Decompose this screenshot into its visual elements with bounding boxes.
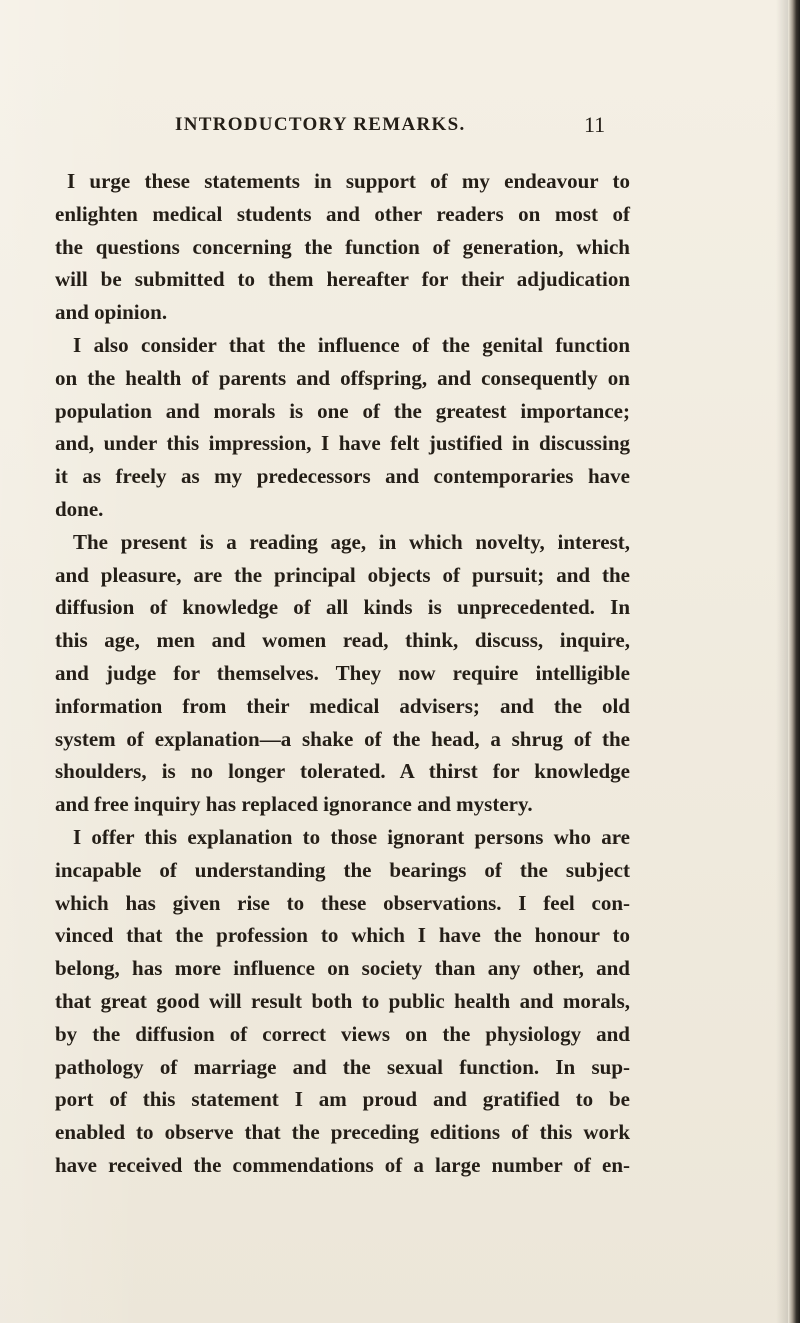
text-line: and pleasure, are the principal objects of pursuit; and the xyxy=(55,562,630,587)
body-text xyxy=(55,165,630,1182)
text-line: and, under this impression, I have felt justified in discussing xyxy=(55,431,630,456)
text-line: incapable of understanding the bearings of the subject xyxy=(55,857,630,882)
page-edge xyxy=(788,0,800,1323)
text-line: diffusion of knowledge of all kinds is unprecedented. In xyxy=(55,595,630,620)
text-line: the questions concerning the function of generation, which xyxy=(55,234,630,259)
text-line: will be submitted to them hereafter for their adjudication xyxy=(55,267,630,292)
text-line: I also consider that the influence of the genital function xyxy=(73,332,630,357)
text-line: and free inquiry has replaced ignorance and mystery. xyxy=(55,792,533,817)
text-line: pathology of marriage and the sexual function. In sup- xyxy=(55,1054,630,1079)
text-line: and opinion. xyxy=(55,300,168,325)
text-line: shoulders, is no longer tolerated. A thirst for knowledge xyxy=(55,759,630,784)
page-number: 11 xyxy=(584,112,606,137)
text-line: enlighten medical students and other readers on most of xyxy=(55,201,630,226)
text-line: which has given rise to these observations. I feel con- xyxy=(55,890,630,915)
running-head: INTRODUCTORY REMARKS. xyxy=(175,114,466,135)
text-line: information from their medical advisers; and the old xyxy=(55,693,630,718)
text-line: vinced that the profession to which I have the honour to xyxy=(55,923,630,948)
text-line: on the health of parents and offspring, and consequently on xyxy=(55,365,630,390)
text-line: I urge these statements in support of my endeavour to xyxy=(67,169,630,193)
text-line: system of explanation—a shake of the head, a shrug of the xyxy=(55,726,630,751)
page-gutter-shadow xyxy=(776,0,788,1323)
text-line: I offer this explanation to those ignorant persons who are xyxy=(73,824,630,849)
text-line: and judge for themselves. They now require intelligible xyxy=(55,660,630,685)
text-line: port of this statement I am proud and gratified to be xyxy=(55,1087,630,1112)
text-line: enabled to observe that the preceding editions of this work xyxy=(55,1120,630,1145)
text-line: by the diffusion of correct views on the physiology and xyxy=(55,1021,630,1046)
text-line: that great good will result both to public health and morals, xyxy=(55,988,630,1013)
text-line: it as freely as my predecessors and contemporaries have xyxy=(55,464,630,489)
text-line: The present is a reading age, in which novelty, interest, xyxy=(73,529,630,554)
text-line: belong, has more influence on society than any other, and xyxy=(55,956,630,981)
text-line: population and morals is one of the greatest importance; xyxy=(55,398,630,423)
page-header xyxy=(0,114,800,138)
text-line: have received the commendations of a large number of en- xyxy=(55,1152,630,1177)
text-line: this age, men and women read, think, discuss, inquire, xyxy=(55,628,630,653)
text-line: done. xyxy=(55,496,104,521)
